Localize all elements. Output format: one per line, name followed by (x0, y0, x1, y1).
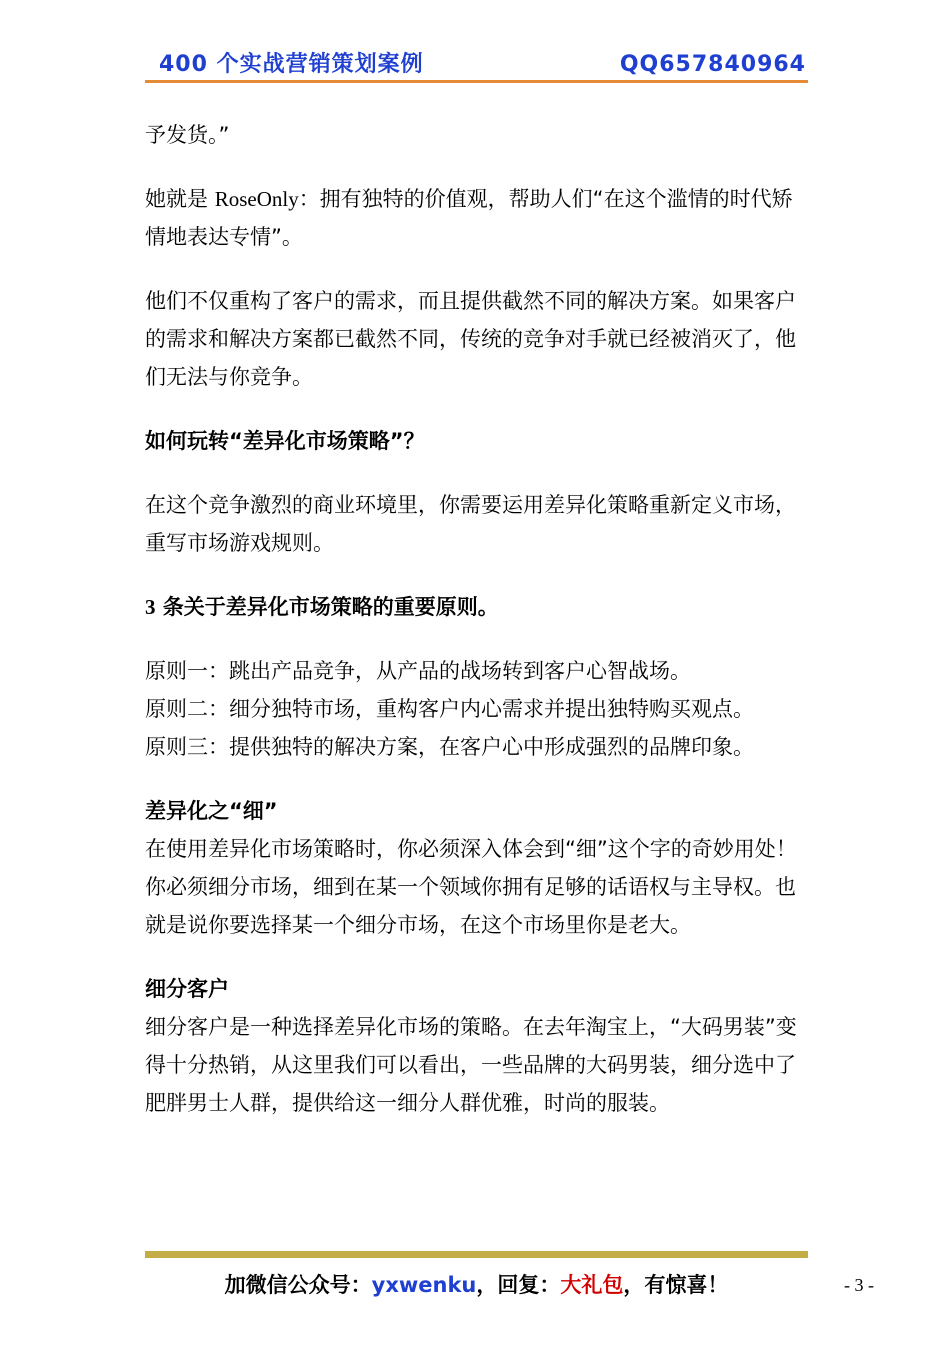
footer-suffix: ，有惊喜！ (623, 1273, 729, 1297)
footer-account: yxwenku (371, 1273, 477, 1297)
paragraph-2-prefix: 她就是 (145, 187, 215, 211)
footer-divider (145, 1251, 808, 1258)
brand-name: RoseOnly (214, 187, 299, 211)
page-number: - 3 - (844, 1275, 874, 1295)
section-customer-title: 细分客户 (145, 977, 229, 1001)
paragraph-1: 予发货。” (145, 123, 230, 147)
header-title: 400 个实战营销策划案例 (159, 52, 424, 77)
section-detail-body: 在使用差异化市场策略时，你必须深入体会到“细”这个字的奇妙用处！你必须细分市场，细到在某一个领域你拥有足够的话语权与主导权。也就是说你要选择某一个细分市场，在这个市场里你是老大。 (145, 837, 797, 937)
heading-principles-number: 3 (145, 595, 156, 619)
page-footer (145, 1266, 808, 1304)
section-detail-title: 差异化之“细” (145, 799, 278, 823)
heading-principles-text: 条关于差异化市场策略的重要原则。 (155, 595, 499, 619)
footer-prefix: 加微信公众号： (224, 1273, 372, 1297)
paragraph-3: 他们不仅重构了客户的需求，而且提供截然不同的解决方案。如果客户的需求和解决方案都已截然不同，传统的竞争对手就已经被消灭了，他们无法与你竞争。 (145, 289, 796, 389)
section-customer-body: 细分客户是一种选择差异化市场的策略。在去年淘宝上，“大码男装”变得十分热销，从这里我们可以看出，一些品牌的大码男装，细分选中了肥胖男士人群，提供给这一细分人群优雅，时尚的服装。 (145, 1015, 797, 1115)
heading-strategy: 如何玩转“差异化市场策略”？ (145, 429, 425, 453)
heading-principles (145, 588, 810, 626)
principle-item: 原则一：跳出产品竞争，从产品的战场转到客户心智战场。 (145, 659, 691, 683)
principle-item: 原则二：细分独特市场，重构客户内心需求并提出独特购买观点。 (145, 697, 754, 721)
document-body (145, 116, 810, 1148)
paragraph-4: 在这个竞争激烈的商业环境里，你需要运用差异化策略重新定义市场，重写市场游戏规则。 (145, 493, 796, 555)
principles-list (145, 652, 810, 766)
header-divider (145, 80, 808, 83)
footer-keyword: 大礼包 (560, 1273, 624, 1297)
paragraph-2 (145, 180, 810, 256)
principle-item: 原则三：提供独特的解决方案，在客户心中形成强烈的品牌印象。 (145, 735, 754, 759)
paragraph-2-suffix: ：拥有独特的价值观，帮助人们“在这个滥情的时代矫情地表达专情”。 (145, 187, 793, 249)
header-contact: QQ657840964 (619, 52, 806, 77)
footer-middle: ，回复： (476, 1273, 561, 1297)
page-header (145, 50, 808, 80)
